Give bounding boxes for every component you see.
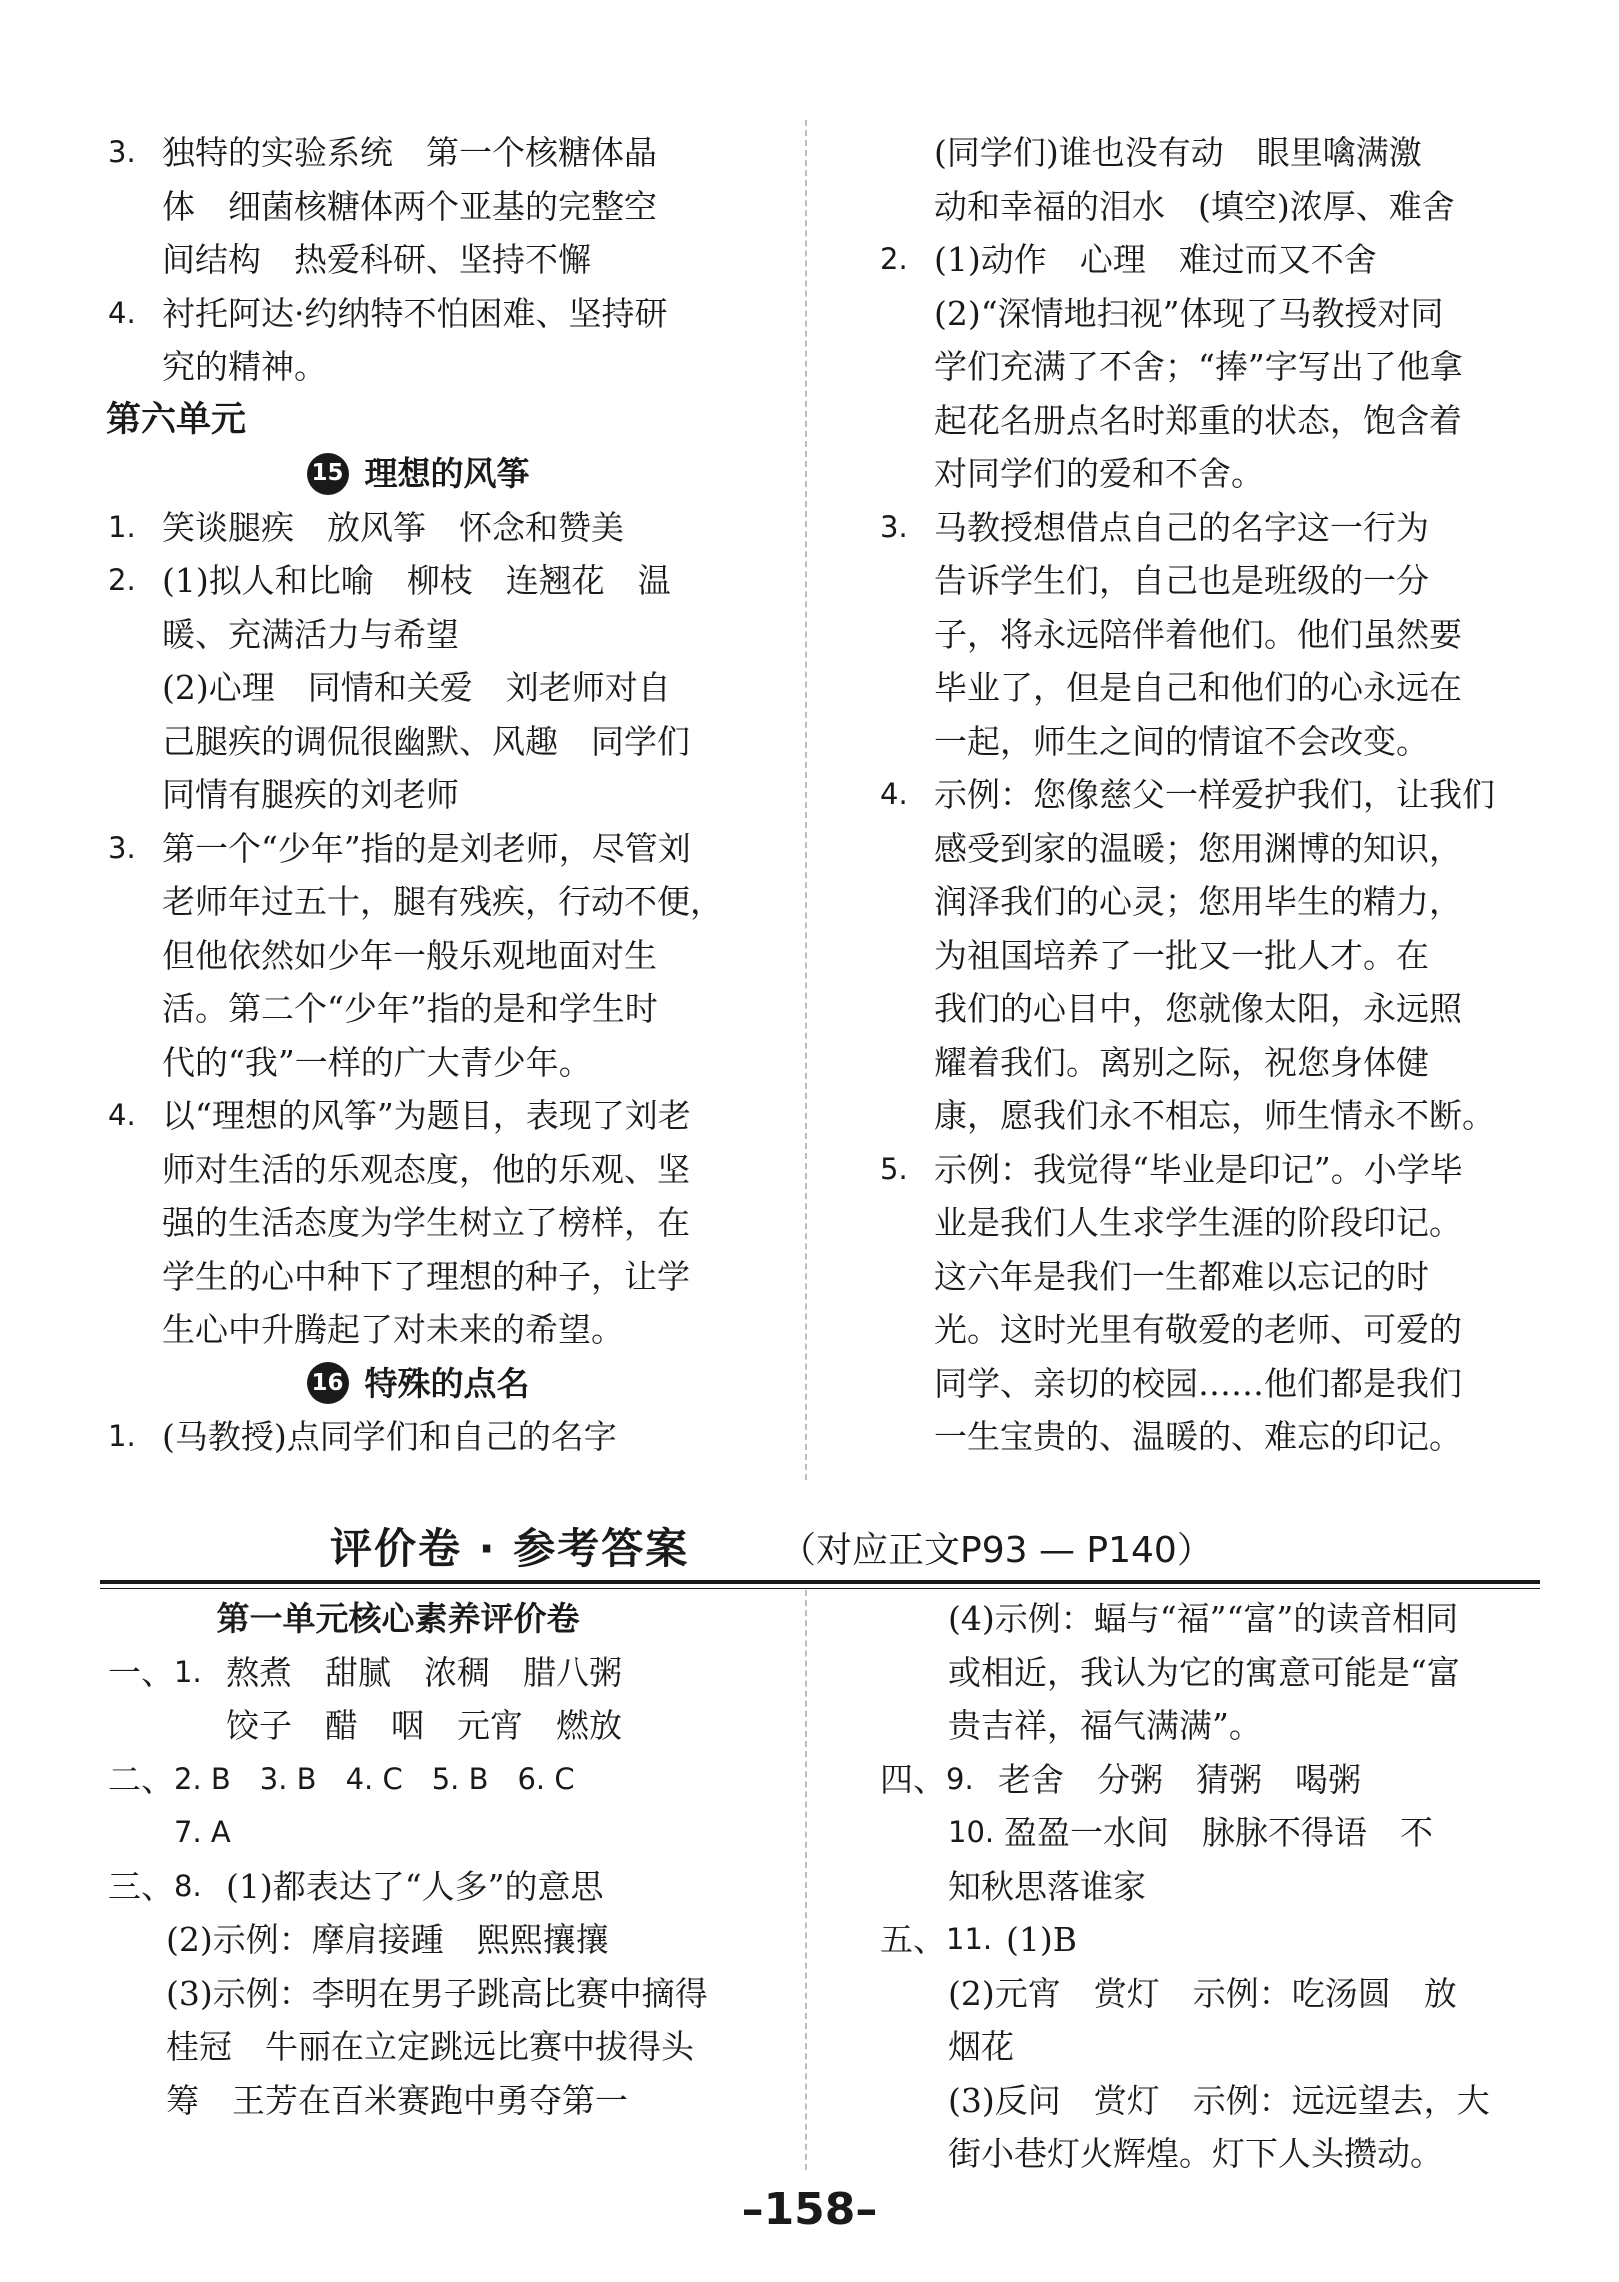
text-line: 耀着我们。离别之际，祝您身体健: [934, 1042, 1429, 1082]
item-number: 4.: [108, 1098, 136, 1132]
answer-item: [880, 501, 1520, 769]
answer-section: [108, 1753, 728, 1860]
item-number: 11.: [946, 1922, 993, 1956]
answer-section: [108, 1646, 728, 1753]
answer-item: [108, 554, 728, 822]
lesson-number-badge: 15: [307, 453, 349, 495]
text-line: 筹 王芳在百米赛跑中勇夺第一: [166, 2080, 628, 2120]
text-line: 衬托阿达·约纳特不怕困难、坚持研: [162, 293, 668, 333]
answer-item: [108, 1410, 728, 1464]
section-number: 三、: [108, 1866, 174, 1906]
text-line: 独特的实验系统 第一个核糖体晶: [162, 133, 657, 172]
answer-item: [880, 1143, 1520, 1464]
text-line: 强的生活态度为学生树立了榜样，在: [162, 1203, 690, 1242]
text-line: (2)元宵 赏灯 示例：吃汤圆 放: [948, 1973, 1457, 2013]
top-left-column: [108, 126, 728, 1464]
text-line: 师对生活的乐观态度，他的乐观、坚: [162, 1149, 690, 1189]
text-line: 烟花: [948, 2027, 1014, 2066]
item-number: 3.: [108, 830, 136, 865]
text-line: 7. A: [174, 1815, 231, 1849]
answer-section: [108, 1860, 728, 1914]
text-line: 我们的心目中，您就像太阳，永远照: [934, 989, 1462, 1028]
text-line: 老师年过五十，腿有残疾，行动不便，: [162, 882, 723, 921]
banner-rule: [100, 1580, 1540, 1584]
page-number: –158–: [741, 2184, 878, 2235]
section-number: 一、: [108, 1652, 174, 1692]
text-line: 或相近，我认为它的寓意可能是“富: [948, 1652, 1460, 1692]
text-line: 学生的心中种下了理想的种子，让学: [162, 1256, 690, 1296]
text-line: 同情有腿疾的刘老师: [162, 775, 459, 814]
text-line: (2)心理 同情和关爱 刘老师对自: [162, 668, 671, 707]
sub-answer-block: [880, 1967, 1520, 2181]
text-line: 一生宝贵的、温暖的、难忘的印记。: [934, 1417, 1462, 1456]
banner-subtitle: （对应正文P93 — P140）: [780, 1530, 1213, 1571]
text-line: (1)B: [1006, 1920, 1077, 1959]
top-right-column: [880, 126, 1520, 1464]
text-line: 老舍 分粥 猜粥 喝粥: [998, 1759, 1361, 1799]
text-line: 示例：我觉得“毕业是印记”。小学毕: [934, 1149, 1463, 1189]
banner-rule-thin: [100, 1588, 1540, 1589]
banner-title: 评价卷 · 参考答案: [330, 1524, 690, 1573]
text-line: (1)都表达了“人多”的意思: [226, 1866, 604, 1906]
answer-section: [880, 1913, 1520, 1967]
text-line: 起花名册点名时郑重的状态，饱含着: [934, 400, 1462, 440]
item-number: 2.: [880, 242, 908, 276]
text-line: (1)拟人和比喻 柳枝 连翘花 温: [162, 561, 671, 600]
bottom-column-divider: [805, 1590, 807, 2170]
top-column-divider: [805, 120, 807, 1480]
text-line: (4)示例：蝠与“福”“富”的读音相同: [948, 1599, 1459, 1638]
text-line: 以“理想的风筝”为题目，表现了刘老: [162, 1096, 691, 1135]
text-line: 贵吉祥，福气满满”。: [948, 1706, 1262, 1745]
section-number: 五、: [880, 1920, 946, 1959]
text-line: 己腿疾的调侃很幽默、风趣 同学们: [162, 721, 690, 761]
text-line: 笑谈腿疾 放风筝 怀念和赞美: [162, 507, 624, 547]
text-line: 光。这时光里有敬爱的老师、可爱的: [934, 1310, 1462, 1349]
text-line: 一起，师生之间的情谊不会改变。: [934, 721, 1429, 761]
item-number: 10.: [948, 1815, 995, 1849]
text-line: (1)动作 心理 难过而又不舍: [934, 240, 1377, 279]
text-line: 对同学们的爱和不舍。: [934, 454, 1264, 493]
text-line: 暖、充满活力与希望: [162, 614, 459, 654]
text-line: (3)示例：李明在男子跳高比赛中摘得: [166, 1973, 708, 2013]
lesson-number-badge: 16: [307, 1362, 349, 1404]
item-number: 4.: [108, 295, 136, 330]
answer-item: [880, 1806, 1520, 1860]
lesson-title: 理想的风筝: [364, 454, 530, 493]
answer-section: [880, 1753, 1520, 1807]
item-number: 9.: [946, 1761, 974, 1796]
text-line: 子，将永远陪伴着他们。他们虽然要: [934, 614, 1462, 654]
text-line: 知秋思落谁家: [948, 1866, 1146, 1906]
item-number: 4.: [880, 777, 908, 811]
answer-item: [108, 1089, 728, 1357]
item-number: 1.: [108, 1419, 136, 1453]
text-line: (同学们)谁也没有动 眼里噙满激: [934, 133, 1422, 172]
item-number: 3.: [108, 135, 136, 169]
section-number: 二、: [108, 1759, 174, 1799]
text-line: 第一个“少年”指的是刘老师，尽管刘: [162, 828, 691, 868]
text-line: 动和幸福的泪水 (填空)浓厚、难舍: [934, 186, 1455, 226]
item-number: 1.: [108, 509, 136, 544]
answer-item: [880, 233, 1520, 501]
sub-answer-block: [108, 1913, 728, 2127]
lesson-title: 特殊的点名: [364, 1363, 530, 1403]
text-line: 街小巷灯火辉煌。灯下人头攒动。: [948, 2134, 1443, 2173]
text-line: 润泽我们的心灵；您用毕生的精力，: [934, 882, 1462, 921]
text-line: 学们充满了不舍；“捧”字写出了他拿: [934, 347, 1463, 386]
text-line: 代的“我”一样的广大青少年。: [162, 1042, 592, 1082]
text-line: 饺子 醋 咽 元宵 燃放: [226, 1706, 622, 1745]
text-line: (3)反问 赏灯 示例：远远望去，大: [948, 2080, 1490, 2120]
bottom-left-column: [108, 1592, 728, 2127]
bottom-right-column: [880, 1592, 1520, 2181]
text-line: 这六年是我们一生都难以忘记的时: [934, 1256, 1429, 1296]
text-line: 活。第二个“少年”指的是和学生时: [162, 989, 658, 1028]
section-number: 四、: [880, 1759, 946, 1799]
text-line: 但他依然如少年一般乐观地面对生: [162, 935, 657, 975]
answer-item: [108, 501, 728, 555]
text-line: 间结构 热爱科研、坚持不懈: [162, 240, 591, 279]
text-line: 感受到家的温暖；您用渊博的知识，: [934, 828, 1462, 868]
text-line: 告诉学生们，自己也是班级的一分: [934, 561, 1429, 600]
continued-text: [880, 1592, 1520, 1753]
item-number: 1.: [174, 1654, 202, 1689]
text-line: 桂冠 牛丽在立定跳远比赛中拔得头: [166, 2027, 694, 2066]
text-line: (马教授)点同学们和自己的名字: [162, 1417, 617, 1456]
text-line: 究的精神。: [162, 347, 327, 386]
text-line: (2)示例：摩肩接踵 熙熙攘攘: [166, 1920, 609, 1959]
text-line: 生心中升腾起了对未来的希望。: [162, 1310, 624, 1349]
lesson-heading: [108, 1357, 728, 1411]
text-line: 示例：您像慈父一样爱护我们，让我们: [934, 775, 1495, 814]
unit-heading: 第六单元: [106, 399, 247, 440]
item-number: 2.: [108, 563, 136, 597]
lesson-heading: [108, 447, 728, 501]
text-line: 2. B 3. B 4. C 5. B 6. C: [174, 1761, 575, 1796]
item-number: 5.: [880, 1151, 908, 1186]
answer-item: [880, 768, 1520, 1143]
answer-item: [108, 287, 728, 394]
item-number: 8.: [174, 1868, 202, 1903]
continued-text: [880, 126, 1520, 233]
continued-text: [880, 1860, 1520, 1914]
section-banner: [100, 1512, 1540, 1578]
answer-item: [108, 822, 728, 1090]
text-line: 熬煮 甜腻 浓稠 腊八粥: [226, 1652, 622, 1692]
text-line: 业是我们人生求学生涯的阶段印记。: [934, 1203, 1462, 1242]
text-line: 毕业了，但是自己和他们的心永远在: [934, 668, 1462, 707]
item-number: 3.: [880, 509, 908, 544]
text-line: 同学、亲切的校园……他们都是我们: [934, 1363, 1462, 1403]
text-line: (2)“深情地扫视”体现了马教授对同: [934, 293, 1444, 333]
text-line: 马教授想借点自己的名字这一行为: [934, 507, 1429, 547]
section-heading: 第一单元核心素养评价卷: [216, 1599, 580, 1638]
text-line: 为祖国培养了一批又一批人才。在: [934, 935, 1429, 975]
text-line: 盈盈一水间 脉脉不得语 不: [1004, 1813, 1433, 1852]
answer-item: [108, 126, 728, 287]
text-line: 康，愿我们永不相忘，师生情永不断。: [934, 1096, 1495, 1135]
text-line: 体 细菌核糖体两个亚基的完整空: [162, 186, 657, 226]
